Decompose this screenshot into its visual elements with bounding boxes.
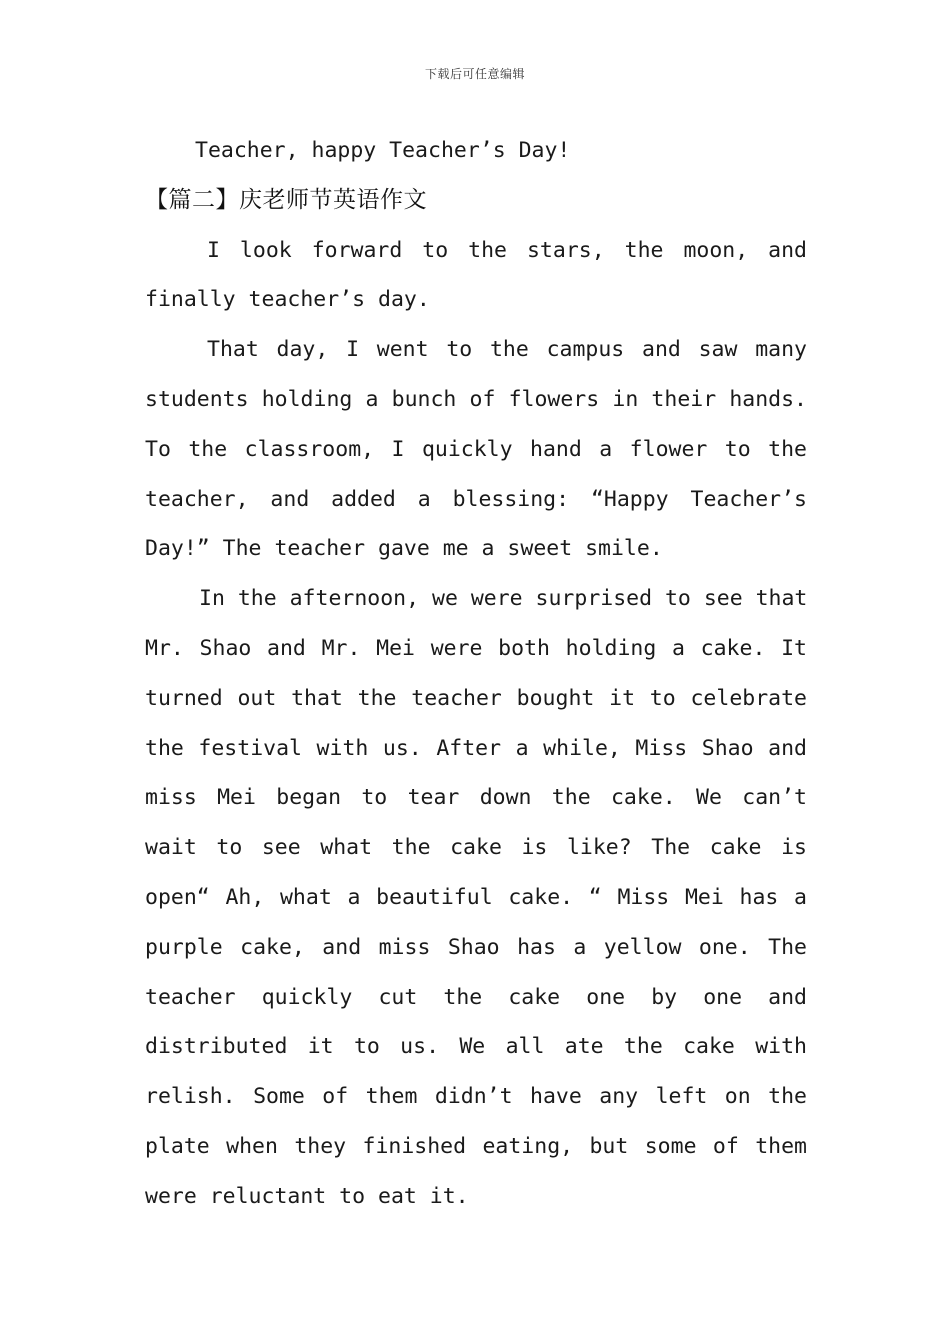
- paragraph-line: In the afternoon, we were surprised to see that: [199, 586, 808, 612]
- document-body: [145, 126, 807, 1222]
- paragraph-line: finally teacher’s day.: [145, 287, 430, 313]
- paragraph-line: teacher quickly cut the cake one by one and: [145, 984, 807, 1010]
- paragraph-line: open“ Ah, what a beautiful cake. “ Miss Mei has a: [145, 884, 807, 910]
- paragraph-line: purple cake, and miss Shao has a yellow one. The: [145, 934, 807, 960]
- paragraph-line: distributed it to us. We all ate the cake with: [145, 1034, 807, 1060]
- paragraph-line: plate when they finished eating, but some of them: [145, 1133, 807, 1159]
- paragraph-line: the festival with us. After a while, Miss Shao and: [145, 735, 807, 761]
- paragraph-line: To the classroom, I quickly hand a flower to the: [145, 436, 807, 462]
- paragraph-line: relish. Some of them didn’t have any left on the: [145, 1084, 807, 1110]
- paragraph-line: miss Mei began to tear down the cake. We can’t: [145, 785, 807, 811]
- paragraph-line: Day!” The teacher gave me a sweet smile.: [145, 536, 663, 562]
- paragraph-line: were reluctant to eat it.: [145, 1183, 469, 1209]
- section-heading: 【篇二】庆老师节英语作文: [145, 186, 427, 213]
- paragraph-line: wait to see what the cake is like? The cake is: [145, 835, 807, 861]
- closing-line: Teacher, happy Teacher’s Day!: [195, 138, 571, 163]
- paragraph-line: Mr. Shao and Mr. Mei were both holding a cake. It: [145, 635, 807, 661]
- paragraph-line: teacher, and added a blessing: “Happy Teacher’s: [145, 486, 807, 512]
- paragraph-line: I look forward to the stars, the moon, and: [207, 237, 807, 263]
- paragraph-line: students holding a bunch of flowers in their hands.: [145, 386, 807, 412]
- paragraph-line: turned out that the teacher bought it to celebrate: [145, 685, 807, 711]
- paragraph-line: That day, I went to the campus and saw many: [207, 337, 807, 363]
- page-header-note: 下载后可任意编辑: [424, 67, 525, 81]
